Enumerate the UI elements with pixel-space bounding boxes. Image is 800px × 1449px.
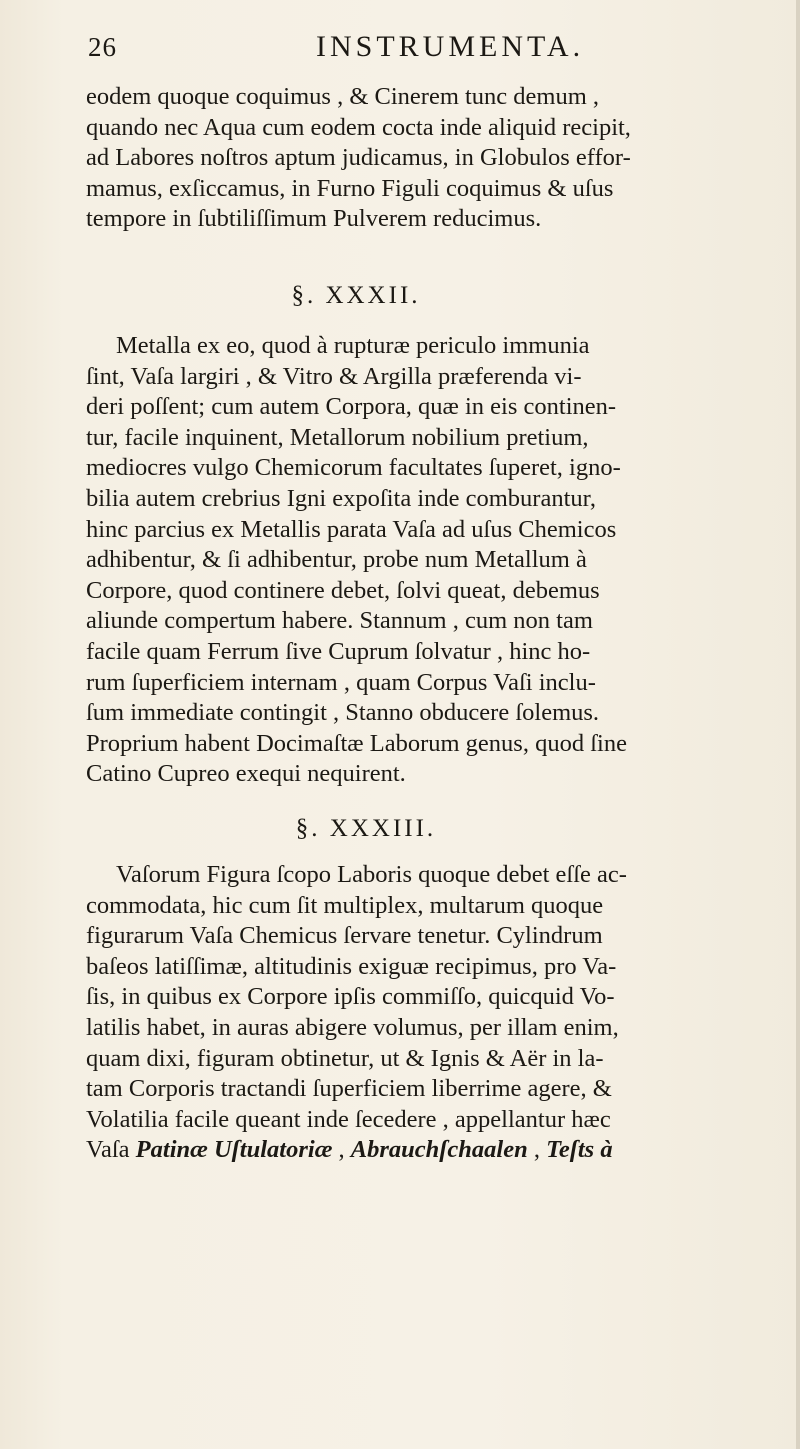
text-line: Proprium habent Docimaſtæ Laborum genus, quod ſine [86,729,627,757]
text-line: quam dixi, figuram obtinetur, ut & Ignis & Aër in la- [86,1044,604,1072]
text-line: Catino Cupreo exequi nequirent. [86,760,406,788]
section-heading-33: §. XXXIII. [295,815,437,842]
text-line: Corpore, quod continere debet, ſolvi queat, debemus [86,576,600,604]
text-line: baſeos latiſſimæ, altitudinis exiguæ recipimus, pro Va- [86,952,617,980]
section-heading-32: §. XXXII. [291,282,421,309]
text-line: Vaſorum Figura ſcopo Laboris quoque debet eſſe ac- [116,861,627,888]
text-line: mamus, exſiccamus, in Furno Figuli coquimus & uſus [86,174,614,202]
text-line: bilia autem crebrius Igni expoſita inde comburantur, [86,484,596,512]
separator: , [332,1136,351,1164]
text-line: tur, facile inquinent, Metallorum nobilium pretium, [86,423,589,451]
text-line-last [86,1135,786,1166]
italic-term-tests: Teſts à [546,1136,613,1164]
text-line: aliunde compertum habere. Stannum , cum non tam [86,607,593,635]
text-line: quando nec Aqua cum eodem cocta inde aliquid recipit, [86,113,631,141]
running-head [88,30,768,70]
text-line: deri poſſent; cum autem Corpora, quæ in eis continen- [86,393,617,421]
text-line: facile quam Ferrum ſive Cuprum ſolvatur , hinc ho- [86,637,591,665]
page-edge-shadow [796,0,800,1449]
italic-term-abrauchschaalen: Abrauchſchaalen [350,1136,528,1164]
text-line: rum ſuperficiem internam , quam Corpus Vaſi inclu- [86,668,596,696]
text-line: figurarum Vaſa Chemicus ſervare tenetur. Cylindrum [86,922,603,950]
text-line: mediocres vulgo Chemicorum facultates ſuperet, igno- [86,454,621,482]
text-line: ſis, in quibus ex Corpore ipſis commiſſo, quicquid Vo- [86,983,615,1011]
paragraph-3 [86,860,786,1166]
paragraph-1 [86,82,786,235]
text-line: ad Labores noſtros aptum judicamus, in Globulos effor- [86,144,631,172]
text-line: tam Corporis tractandi ſuperficiem liberrime agere, & [86,1075,612,1103]
italic-term-patinae: Patinæ [135,1136,208,1164]
running-head-title: INSTRUMENTA. [316,30,585,63]
text-line: adhibentur, & ſi adhibentur, probe num Metallum à [86,546,587,574]
italic-term-ustulatoriae: Uſtulatoriæ [213,1136,333,1164]
text-line: tempore in ſubtiliſſimum Pulverem reducimus. [86,205,542,233]
text-line: ſum immediate contingit , Stanno obducere ſolemus. [86,699,600,727]
text-line: hinc parcius ex Metallis parata Vaſa ad uſus Chemicos [86,515,617,543]
text-line: eodem quoque coquimus , & Cinerem tunc demum , [86,83,600,110]
line-prefix: Vaſa [86,1136,136,1164]
paragraph-2 [86,331,786,790]
page-number: 26 [88,32,117,62]
text-line: latilis habet, in auras abigere volumus, per illam enim, [86,1013,619,1041]
text-line: commodata, hic cum ſit multiplex, multarum quoque [86,891,604,919]
separator: , [527,1136,547,1164]
text-line: Volatilia facile queant inde ſecedere , appellantur hæc [86,1105,611,1133]
text-line: ſint, Vaſa largiri , & Vitro & Argilla præferenda vi- [86,362,582,390]
text-line: Metalla ex eo, quod à rupturæ periculo immunia [116,332,590,359]
